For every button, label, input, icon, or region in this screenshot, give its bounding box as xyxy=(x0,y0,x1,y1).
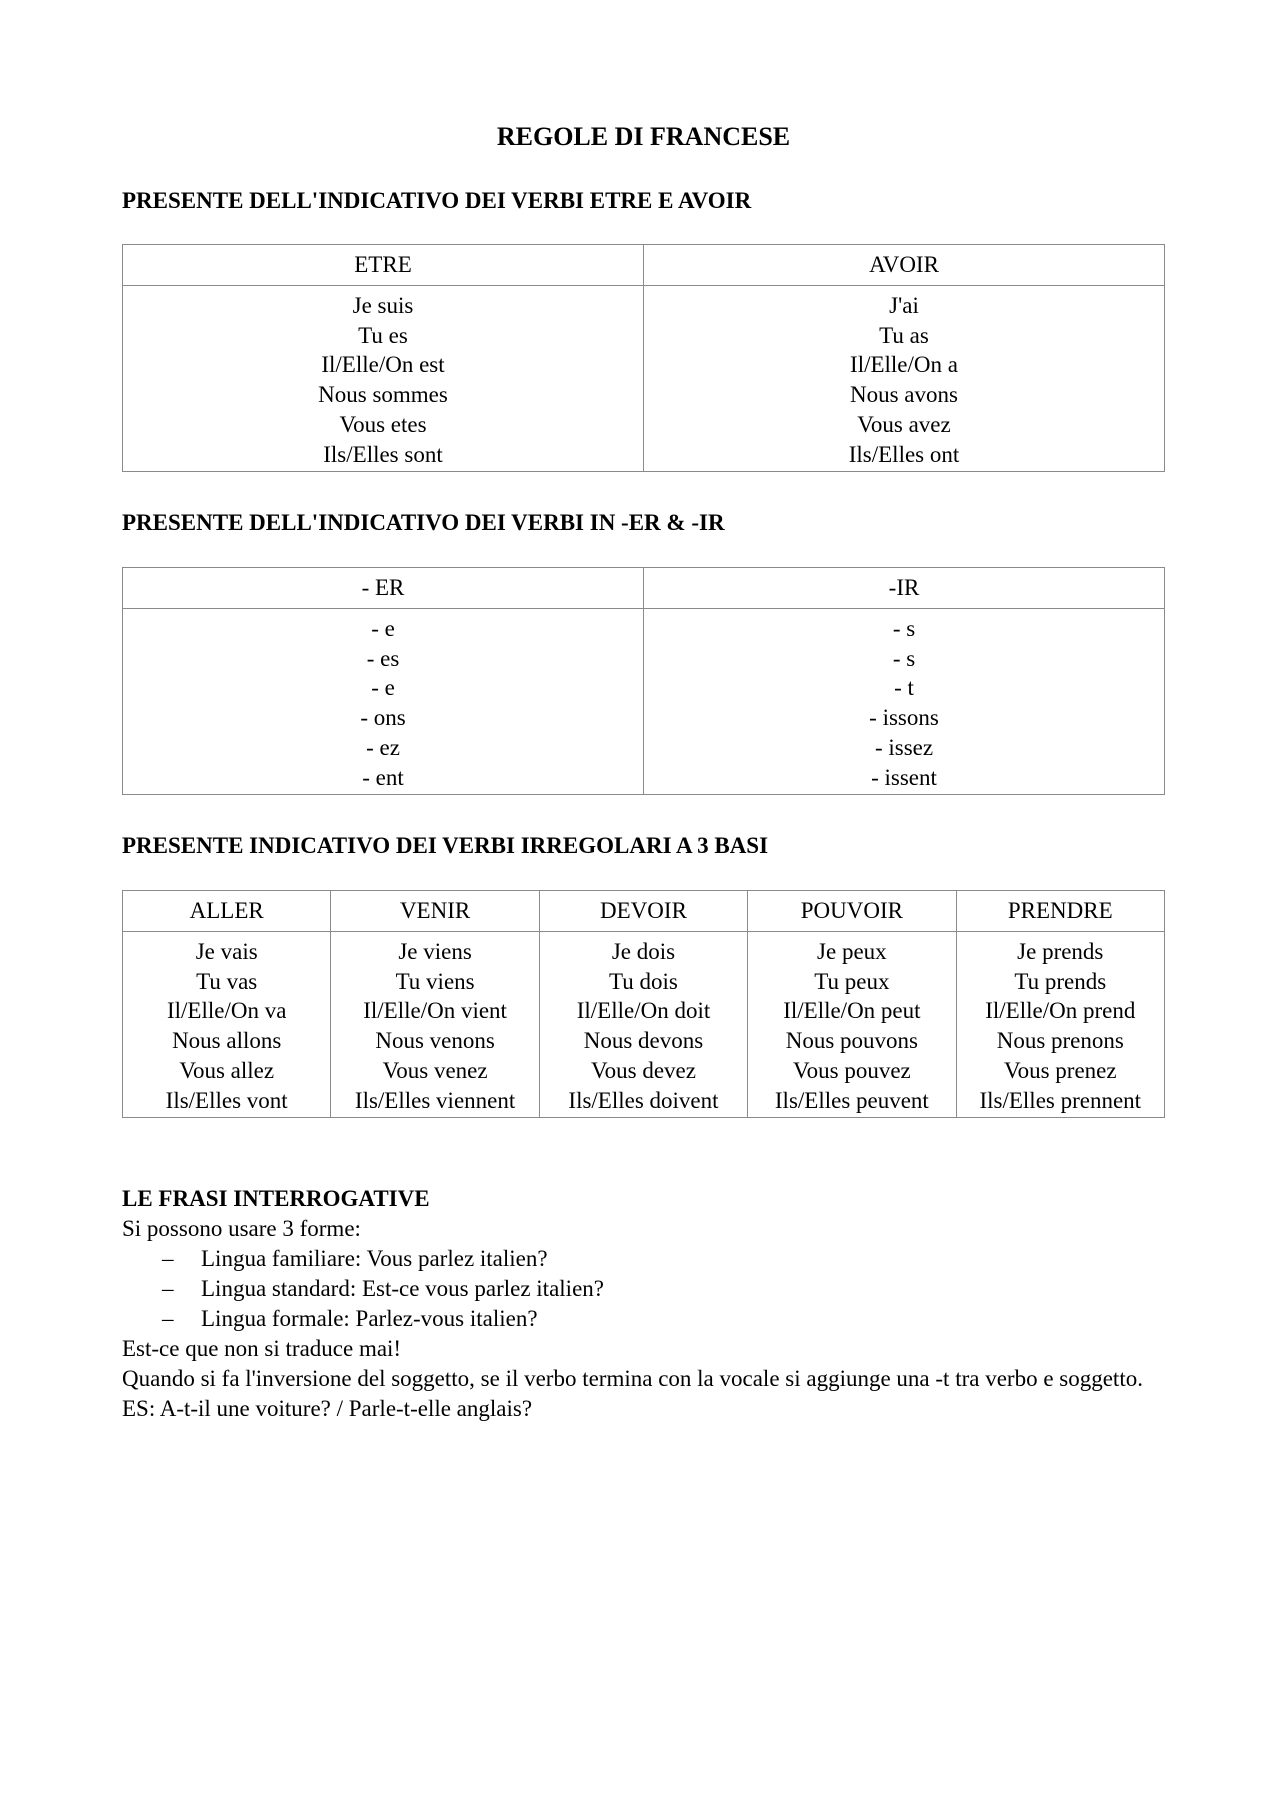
column-header-etre: ETRE xyxy=(123,245,644,286)
table-row xyxy=(123,932,1165,1118)
conjugation-form: Vous allez xyxy=(179,1057,275,1083)
table-header-row xyxy=(123,568,1165,609)
column-cell-prendre xyxy=(956,932,1164,1118)
conjugation-form: Je viens xyxy=(398,939,472,964)
conjugation-form: Vous prenez xyxy=(1003,1057,1117,1083)
conjugation-form: Je prends xyxy=(1017,939,1104,964)
conjugation-form: Nous allons xyxy=(172,1028,282,1054)
conjugation-form: Tu es xyxy=(358,322,408,348)
conjugation-form: Vous pouvez xyxy=(792,1057,911,1083)
interrogative-intro: Si possono usare 3 forme: xyxy=(122,1216,361,1241)
dash-bullet-icon: – xyxy=(162,1306,174,1331)
column-cell-etre xyxy=(123,286,644,472)
conjugation-form: Je suis xyxy=(352,293,414,318)
conjugation-form: Je vais xyxy=(195,939,258,964)
column-header-venir: VENIR xyxy=(331,891,539,932)
conjugation-form: Ils/Elles vont xyxy=(165,1087,288,1113)
conjugation-form: Tu dois xyxy=(609,968,678,994)
conjugation-form: Il/Elle/On va xyxy=(166,998,287,1024)
column-header-pouvoir: POUVOIR xyxy=(748,891,956,932)
column-header-avoir: AVOIR xyxy=(644,245,1165,286)
conjugation-form: Nous sommes xyxy=(318,382,448,408)
column-header-prendre: PRENDRE xyxy=(956,891,1164,932)
conjugation-form: Tu viens xyxy=(395,968,475,994)
ending-form: - t xyxy=(894,675,914,701)
section-heading-etre-avoir: PRESENTE DELL'INDICATIVO DEI VERBI ETRE E AVOIR xyxy=(122,188,752,213)
column-cell-pouvoir xyxy=(748,932,956,1118)
ending-form: - s xyxy=(892,616,916,641)
conjugation-form: Nous prenons xyxy=(996,1028,1124,1054)
interrogative-explanation: Quando si fa l'inversione del soggetto, se il verbo termina con la vocale si aggiunge una -t tra verbo e soggetto. ES: A-t-il une voiture? / Parle-t-elle anglais? xyxy=(122,1366,1143,1421)
document-title: REGOLE DI FRANCESE xyxy=(496,122,791,151)
table-irregolari xyxy=(122,890,1165,1118)
conjugation-form: Il/Elle/On doit xyxy=(576,998,711,1024)
conjugation-form: Ils/Elles ont xyxy=(848,441,960,467)
table-etre-avoir xyxy=(122,244,1165,472)
column-cell-avoir xyxy=(644,286,1165,472)
conjugation-form: Je dois xyxy=(611,939,676,964)
conjugation-form: Nous venons xyxy=(375,1028,495,1054)
column-cell-er xyxy=(123,609,644,795)
conjugation-form: Vous venez xyxy=(382,1057,488,1083)
table-row xyxy=(123,609,1165,795)
conjugation-form: Ils/Elles doivent xyxy=(568,1087,719,1113)
list-item xyxy=(122,1244,1172,1274)
conjugation-form: Tu peux xyxy=(814,968,890,994)
conjugation-form: Vous etes xyxy=(339,411,427,437)
section-heading-er-ir: PRESENTE DELL'INDICATIVO DEI VERBI IN -ER & -IR xyxy=(122,510,725,535)
list-item-text: Lingua formale: Parlez-vous italien? xyxy=(201,1306,538,1331)
conjugation-form: Ils/Elles prennent xyxy=(979,1087,1142,1113)
column-header-aller: ALLER xyxy=(123,891,331,932)
column-header-er: - ER xyxy=(123,568,644,609)
column-header-devoir: DEVOIR xyxy=(539,891,747,932)
conjugation-form: Ils/Elles sont xyxy=(323,441,443,467)
column-cell-ir xyxy=(644,609,1165,795)
conjugation-form: Nous avons xyxy=(850,382,958,408)
ending-form: - issez xyxy=(874,734,934,760)
conjugation-form: Tu as xyxy=(879,322,929,348)
conjugation-form: Il/Elle/On est xyxy=(321,352,445,378)
conjugation-form: Je peux xyxy=(817,939,887,964)
column-cell-devoir xyxy=(539,932,747,1118)
conjugation-form: Vous devez xyxy=(590,1057,696,1083)
conjugation-form: Il/Elle/On prend xyxy=(985,998,1136,1024)
dash-bullet-icon: – xyxy=(162,1276,174,1301)
interrogative-note: Est-ce que non si traduce mai! xyxy=(122,1336,402,1361)
conjugation-form: Vous avez xyxy=(857,411,951,437)
conjugation-form: Nous devons xyxy=(583,1028,704,1054)
ending-form: - ez xyxy=(366,734,400,760)
ending-form: - s xyxy=(892,645,916,671)
conjugation-form: Tu vas xyxy=(196,968,258,994)
column-header-ir: -IR xyxy=(644,568,1165,609)
table-header-row xyxy=(123,245,1165,286)
conjugation-form: J'ai xyxy=(889,293,919,318)
interrogative-section xyxy=(122,1184,1172,1424)
conjugation-form: Tu prends xyxy=(1014,968,1107,994)
interrogative-forms-list xyxy=(122,1244,1172,1334)
ending-form: - e xyxy=(371,675,395,701)
list-item xyxy=(122,1304,1172,1334)
ending-form: - issent xyxy=(871,764,937,790)
list-item-text: Lingua familiare: Vous parlez italien? xyxy=(201,1246,548,1271)
dash-bullet-icon: – xyxy=(162,1246,174,1271)
conjugation-form: Il/Elle/On peut xyxy=(783,998,921,1024)
ending-form: - issons xyxy=(869,705,939,731)
table-row xyxy=(123,286,1165,472)
column-cell-venir xyxy=(331,932,539,1118)
conjugation-form: Il/Elle/On vient xyxy=(363,998,507,1024)
list-item-text: Lingua standard: Est-ce vous parlez italien? xyxy=(201,1276,604,1301)
table-er-ir xyxy=(122,567,1165,795)
conjugation-form: Il/Elle/On a xyxy=(850,352,958,378)
ending-form: - es xyxy=(366,645,400,671)
column-cell-aller xyxy=(123,932,331,1118)
ending-form: - e xyxy=(371,616,395,641)
section-heading-interrogative: LE FRASI INTERROGATIVE xyxy=(122,1186,430,1211)
table-header-row xyxy=(123,891,1165,932)
ending-form: - ent xyxy=(362,764,404,790)
section-heading-irregolari: PRESENTE INDICATIVO DEI VERBI IRREGOLARI A 3 BASI xyxy=(122,833,769,858)
conjugation-form: Ils/Elles viennent xyxy=(354,1087,516,1113)
ending-form: - ons xyxy=(360,705,406,731)
conjugation-form: Nous pouvons xyxy=(785,1028,918,1054)
conjugation-form: Ils/Elles peuvent xyxy=(774,1087,929,1113)
list-item xyxy=(122,1274,1172,1304)
